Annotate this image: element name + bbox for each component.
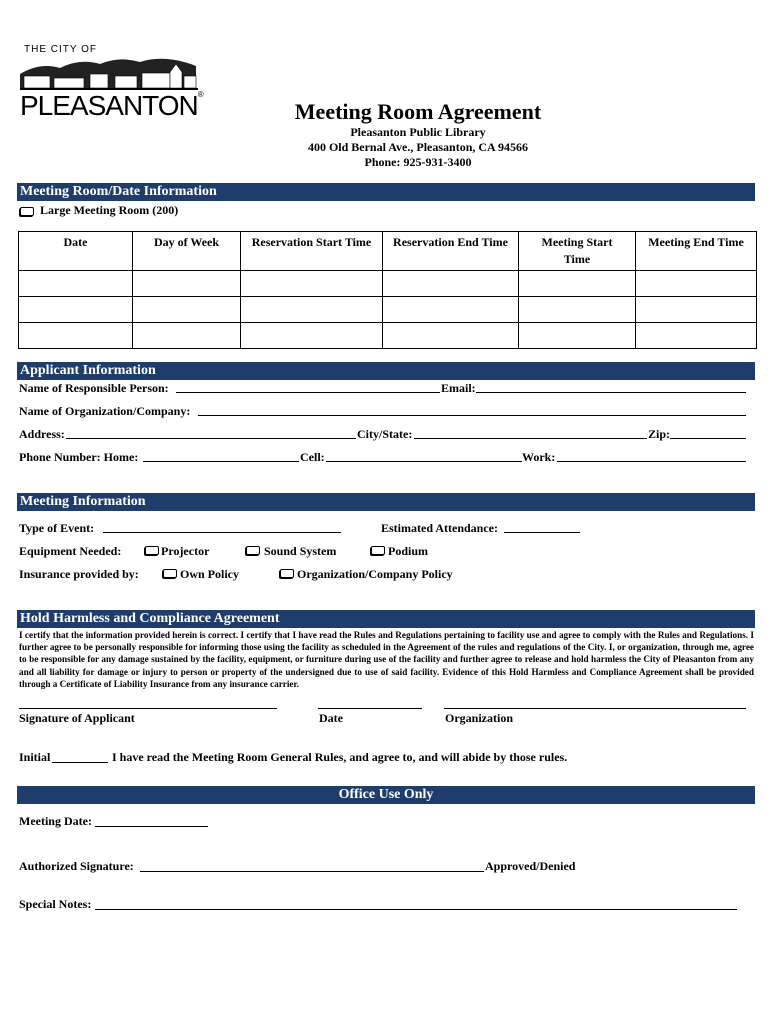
- table-cell[interactable]: [19, 323, 133, 349]
- org-policy-label: Organization/Company Policy: [297, 567, 453, 581]
- cell-label: Cell:: [300, 450, 325, 464]
- reservation-table-header: [19, 232, 757, 271]
- podium-label: Podium: [388, 544, 429, 558]
- signature-date-field[interactable]: [318, 708, 422, 709]
- projector-checkbox[interactable]: [145, 546, 159, 555]
- initial-field[interactable]: [52, 762, 108, 763]
- table-cell[interactable]: [519, 323, 636, 349]
- table-cell[interactable]: [133, 297, 241, 323]
- section-header-meeting: Meeting Information: [17, 493, 755, 511]
- organization-signature-field[interactable]: [444, 708, 746, 709]
- table-cell[interactable]: [241, 323, 383, 349]
- event-type-label: Type of Event:: [19, 521, 95, 535]
- col-header-day: Day of Week: [133, 232, 241, 271]
- table-cell[interactable]: [636, 297, 757, 323]
- reservation-table: [18, 231, 757, 349]
- zip-field[interactable]: [670, 438, 746, 439]
- signature-label: Signature of Applicant: [19, 711, 135, 725]
- table-cell[interactable]: [133, 271, 241, 297]
- col-header-meeting-end: Meeting End Time: [636, 232, 757, 271]
- email-field[interactable]: [476, 392, 746, 393]
- city-state-field[interactable]: [414, 438, 647, 439]
- table-cell[interactable]: [636, 271, 757, 297]
- agreement-text: I certify that the information provided herein is correct. I certify that I have read the Rules and Regulations pertaining to facility use and agree to comply with the Rules and Regulations. I further agree to be personally responsible for informing those using the facility as scheduled in the Agreement of the rules and regulations of the City. I, or organization, through me, agree to be responsible for any damage sustained by the facility, equipment, or furniture during use of the facility and further agree to release and hold harmless the City of Pleasanton from any and all liability for damage or injury to person or property of the undersigned due to use of said facility. Evidence of this Hold Harmless and Compliance Agreement shall be provided through a Certificate of Liability Insurance from any insurance carrier.: [19, 630, 754, 689]
- section-header-office-use: Office Use Only: [17, 786, 755, 804]
- event-type-field[interactable]: [103, 532, 341, 533]
- table-cell[interactable]: [19, 297, 133, 323]
- table-cell[interactable]: [383, 323, 519, 349]
- cell-field[interactable]: [326, 461, 522, 462]
- table-cell[interactable]: [383, 297, 519, 323]
- library-name: Pleasanton Public Library: [350, 125, 486, 139]
- responsible-person-field[interactable]: [176, 392, 440, 393]
- projector-label: Projector: [161, 544, 210, 558]
- table-cell[interactable]: [383, 271, 519, 297]
- special-notes-field[interactable]: [95, 909, 737, 910]
- section-header-hold-harmless: Hold Harmless and Compliance Agreement: [17, 610, 755, 628]
- insurance-label: Insurance provided by:: [19, 567, 139, 581]
- library-address: 400 Old Bernal Ave., Pleasanton, CA 94566: [307, 140, 529, 154]
- large-room-label: Large Meeting Room (200): [40, 203, 179, 217]
- podium-checkbox[interactable]: [371, 546, 385, 555]
- responsible-person-label: Name of Responsible Person:: [19, 381, 169, 395]
- logo-name: PLEASANTON®: [20, 90, 203, 121]
- zip-label: Zip:: [648, 427, 671, 441]
- table-row: [19, 323, 757, 349]
- applicant-signature-field[interactable]: [19, 708, 277, 709]
- skyline-graphic: [20, 54, 200, 92]
- address-field[interactable]: [66, 438, 356, 439]
- table-row: [19, 271, 757, 297]
- large-room-checkbox[interactable]: [20, 207, 34, 216]
- initial-label: Initial: [19, 750, 51, 764]
- logo-top-text: THE CITY OF: [24, 44, 98, 55]
- page-title: Meeting Room Agreement: [294, 99, 542, 124]
- col-header-meeting-start: Meeting Start Time: [519, 232, 636, 271]
- approved-denied-label: Approved/Denied: [485, 859, 576, 873]
- col-header-res-start: Reservation Start Time: [241, 232, 383, 271]
- table-cell[interactable]: [19, 271, 133, 297]
- email-label: Email:: [441, 381, 476, 395]
- city-state-label: City/State:: [357, 427, 413, 441]
- date-label: Date: [319, 711, 343, 725]
- address-label: Address:: [19, 427, 65, 441]
- work-field[interactable]: [557, 461, 746, 462]
- meeting-date-field[interactable]: [95, 826, 208, 827]
- table-cell[interactable]: [241, 271, 383, 297]
- org-policy-checkbox[interactable]: [280, 569, 294, 578]
- organization-field[interactable]: [198, 415, 746, 416]
- col-header-date: Date: [19, 232, 133, 271]
- table-cell[interactable]: [636, 323, 757, 349]
- attendance-label: Estimated Attendance:: [381, 521, 498, 535]
- equipment-label: Equipment Needed:: [19, 544, 122, 558]
- col-header-res-end: Reservation End Time: [383, 232, 519, 271]
- organization-label: Name of Organization/Company:: [19, 404, 191, 418]
- home-phone-field[interactable]: [143, 461, 299, 462]
- table-cell[interactable]: [519, 271, 636, 297]
- own-policy-checkbox[interactable]: [163, 569, 177, 578]
- section-header-applicant: Applicant Information: [17, 362, 755, 380]
- initial-statement: I have read the Meeting Room General Rules, and agree to, and will abide by those rules.: [112, 750, 568, 764]
- table-cell[interactable]: [133, 323, 241, 349]
- home-phone-label: Phone Number: Home:: [19, 450, 139, 464]
- special-notes-label: Special Notes:: [19, 897, 92, 911]
- sound-system-checkbox[interactable]: [246, 546, 260, 555]
- library-phone: Phone: 925-931-3400: [364, 155, 472, 169]
- meeting-date-label: Meeting Date:: [19, 814, 92, 828]
- organization-sig-label: Organization: [445, 711, 513, 725]
- attendance-field[interactable]: [504, 532, 580, 533]
- own-policy-label: Own Policy: [180, 567, 239, 581]
- sound-system-label: Sound System: [264, 544, 337, 558]
- table-cell[interactable]: [519, 297, 636, 323]
- section-header-room-date: Meeting Room/Date Information: [17, 183, 755, 201]
- authorized-signature-field[interactable]: [140, 871, 484, 872]
- authorized-signature-label: Authorized Signature:: [19, 859, 134, 873]
- work-label: Work:: [522, 450, 556, 464]
- table-row: [19, 297, 757, 323]
- table-cell[interactable]: [241, 297, 383, 323]
